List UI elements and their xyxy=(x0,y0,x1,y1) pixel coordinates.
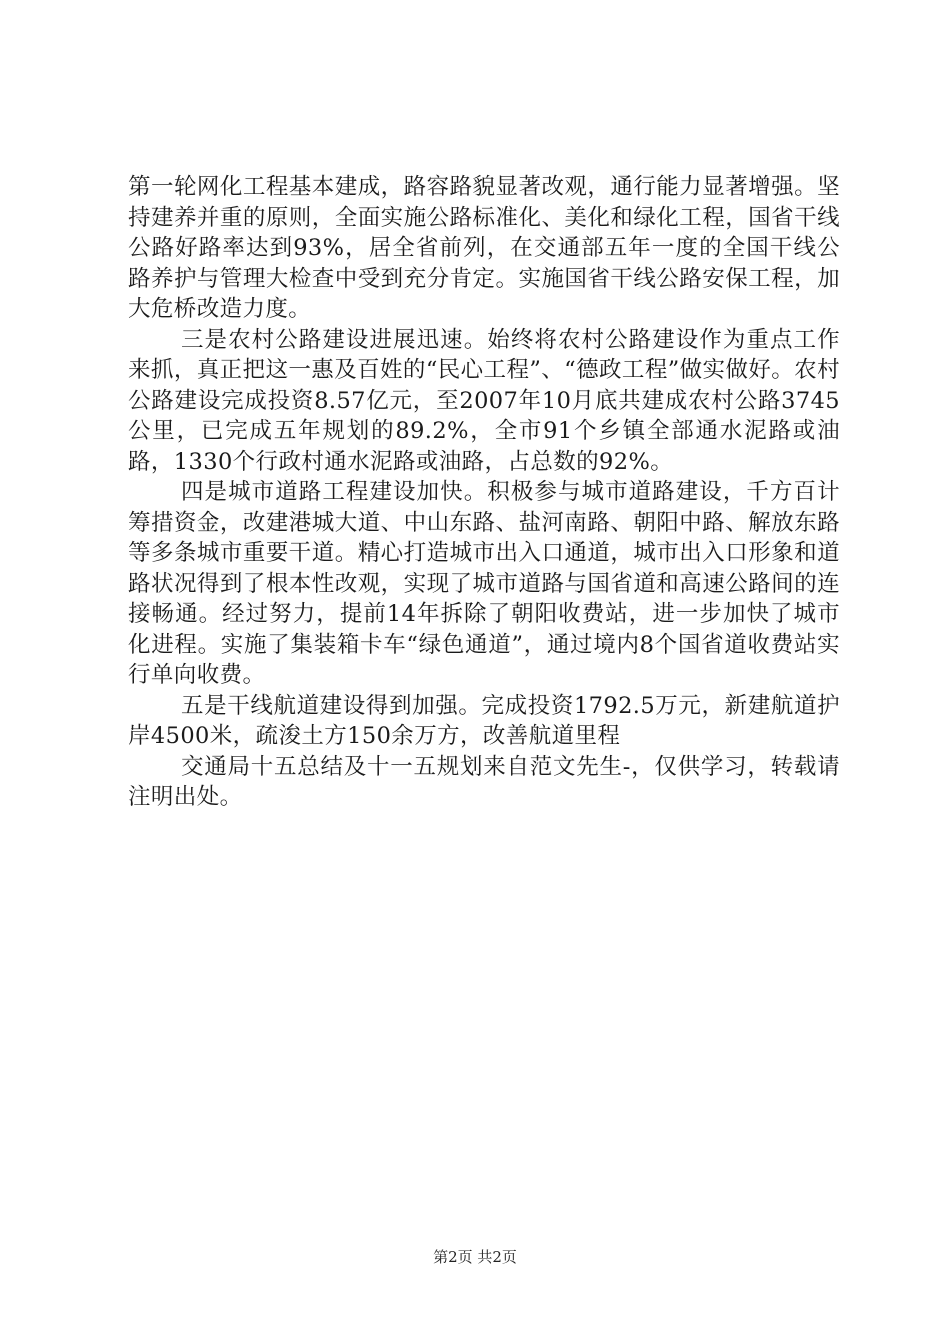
page-footer: 第2页 共2页 xyxy=(433,1248,517,1266)
paragraph-4: 五是干线航道建设得到加强。完成投资1792.5万元，新建航道护岸4500米，疏浚土方150余万方，改善航道里程 xyxy=(128,692,840,749)
paragraph-2: 三是农村公路建设进展迅速。始终将农村公路建设作为重点工作来抓，真正把这一惠及百姓的“民心工程”、“德政工程”做实做好。农村公路建设完成投资8.57亿元，至2007年10月底共建成农村公路3745公里，已完成五年规划的89.2%，全市91个乡镇全部通水泥路或油路，1330个行政村通水泥路或油路，占总数的92%。 xyxy=(128,326,840,475)
paragraph-5: 交通局十五总结及十一五规划来自范文先生-，仅供学习，转载请注明出处。 xyxy=(128,753,840,810)
paragraph-1: 第一轮网化工程基本建成，路容路貌显著改观，通行能力显著增强。坚持建养并重的原则，全面实施公路标准化、美化和绿化工程，国省干线公路好路率达到93%，居全省前列，在交通部五年一度的全国干线公路养护与管理大检查中受到充分肯定。实施国省干线公路安保工程，加大危桥改造力度。 xyxy=(128,174,840,322)
paragraph-3: 四是城市道路工程建设加快。积极参与城市道路建设，千方百计筹措资金，改建港城大道、中山东路、盐河南路、朝阳中路、解放东路等多条城市重要干道。精心打造城市出入口通道，城市出入口形象和道路状况得到了根本性改观，实现了城市道路与国省道和高速公路间的连接畅通。经过努力，提前14年拆除了朝阳收费站，进一步加快了城市化进程。实施了集装箱卡车“绿色通道”，通过境内8个国省道收费站实行单向收费。 xyxy=(128,479,840,688)
document-body xyxy=(128,172,840,813)
